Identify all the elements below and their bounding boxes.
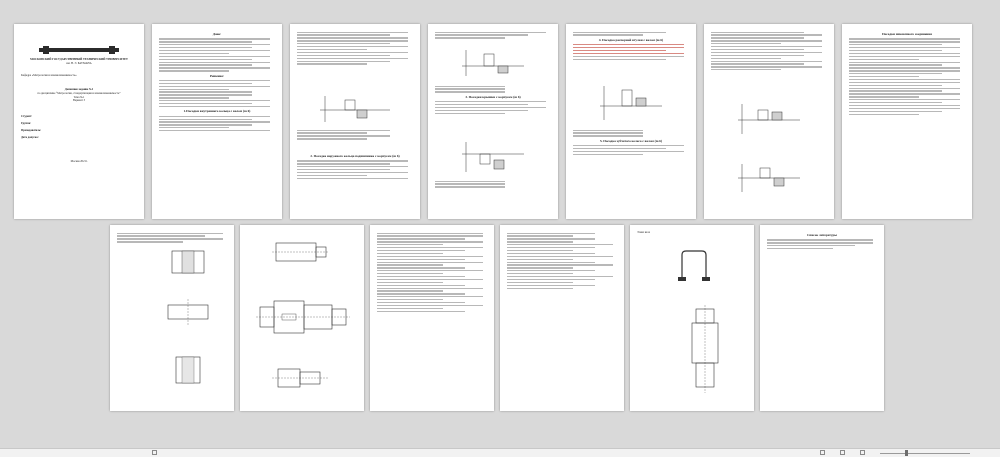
print-layout-icon[interactable] bbox=[840, 450, 845, 455]
read-mode-icon[interactable] bbox=[820, 450, 825, 455]
housing-sketch bbox=[168, 247, 208, 277]
document-page-5 bbox=[566, 24, 696, 219]
web-layout-icon[interactable] bbox=[860, 450, 865, 455]
document-page-4 bbox=[428, 24, 558, 219]
course-title: по дисциплине “Метрология, стандартизация и взаимозаменяемость” bbox=[37, 91, 121, 95]
page-view-icon[interactable] bbox=[152, 450, 157, 455]
document-page-11 bbox=[500, 225, 624, 411]
keyway-heading: Посадки шпоночного соединения bbox=[882, 32, 932, 36]
section-5-heading: 5. Посадка зубчатого колеса с валом (m 6) bbox=[599, 138, 663, 143]
shaft-bottom-drawing bbox=[270, 363, 330, 393]
document-page-9 bbox=[240, 225, 364, 411]
tolerance-diagram-6 bbox=[734, 162, 804, 196]
document-page-10 bbox=[370, 225, 494, 411]
references-heading: Список литературы bbox=[807, 233, 837, 237]
section-3-heading: 3. Посадки крышки с корпусом (m 6) bbox=[465, 94, 521, 99]
document-page-3 bbox=[290, 24, 420, 219]
solution-heading: Решение: bbox=[209, 73, 225, 78]
zoom-knob[interactable] bbox=[905, 450, 908, 456]
document-page-8 bbox=[110, 225, 234, 411]
ring-sketch bbox=[172, 355, 204, 385]
topic-label: Тема №1 bbox=[73, 95, 85, 99]
tolerance-diagram-1 bbox=[315, 92, 395, 126]
caliper-sketch bbox=[674, 247, 714, 283]
section-4-heading: 4. Посадка распорной втулки с валом (m 6) bbox=[598, 37, 664, 42]
tolerance-diagram-5 bbox=[734, 102, 804, 136]
tolerance-diagram-4 bbox=[596, 84, 666, 124]
university-name: МОСКОВСКИЙ ГОСУДАРСТВЕННЫЙ ТЕХНИЧЕСКИЙ УНИВЕРСИТЕТ bbox=[30, 58, 128, 61]
tolerance-diagram-2 bbox=[458, 46, 528, 80]
shaft-top-drawing bbox=[270, 237, 330, 267]
shaft-detail-drawing bbox=[682, 305, 728, 395]
student-label: Студент: bbox=[21, 115, 33, 119]
given-heading: Дано: bbox=[212, 32, 222, 36]
teacher-label: Преподаватель: bbox=[21, 129, 42, 133]
shaft-main-drawing bbox=[254, 287, 352, 347]
university-logo bbox=[39, 46, 119, 54]
tolerance-diagram-3 bbox=[458, 140, 528, 174]
variant-label: Вариант 3 bbox=[72, 99, 86, 103]
university-subtitle: им. Н. Э. БАУМАНА bbox=[66, 61, 92, 65]
document-page-13 bbox=[760, 225, 884, 411]
shaft-sketch bbox=[164, 297, 212, 327]
assignment-title: Домашнее задание №1 bbox=[64, 87, 94, 91]
document-page-2 bbox=[152, 24, 282, 219]
document-page-1 bbox=[14, 24, 144, 219]
date-label: Дата допуска: bbox=[21, 136, 39, 140]
section-2-heading: 2. Посадка наружного кольца подшипника с корпусом (m 6) bbox=[310, 154, 400, 158]
shaft-sketch-title: Эскиз вала bbox=[637, 231, 650, 234]
group-label: Группа: bbox=[21, 122, 32, 126]
department-name: Кафедра «Метрология и взаимозаменяемость» bbox=[21, 73, 77, 77]
document-page-7 bbox=[842, 24, 972, 219]
city-year: Москва 2021г. bbox=[70, 159, 88, 163]
document-page-6 bbox=[704, 24, 834, 219]
zoom-slider[interactable] bbox=[880, 453, 970, 454]
document-page-12 bbox=[630, 225, 754, 411]
section-1-heading: 1.Посадки внутреннего кольца с валом (m 6) bbox=[183, 109, 251, 114]
